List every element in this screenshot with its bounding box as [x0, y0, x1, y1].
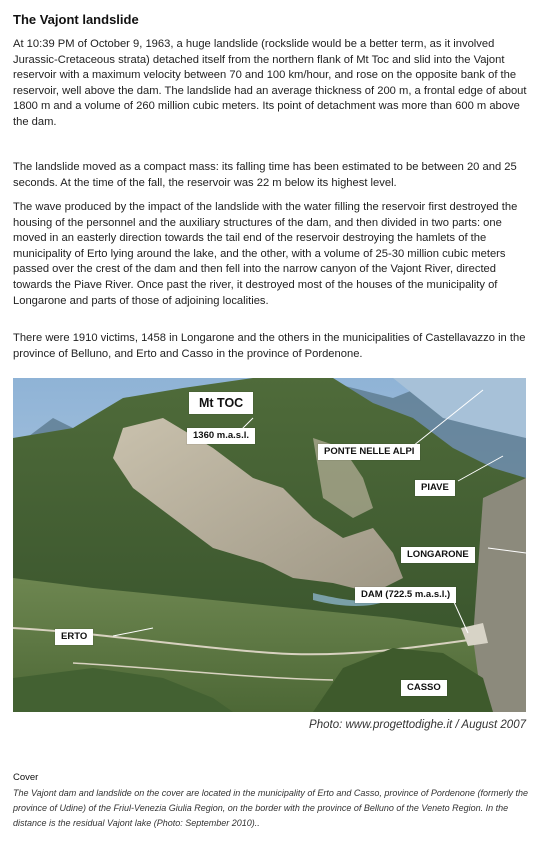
paragraph-2: The landslide moved as a compact mass: its falling time has been estimated to be between 20 and 25 seconds. At the time of the fall, the reservoir was 22 m below its highest level.: [13, 161, 517, 189]
paragraph-1: At 10:39 PM of October 9, 1963, a huge landslide (rockslide would be a better term, as it involved Jurassic-Cretaceous strata) detached itself from the northern flank of Mt Toc and slid into the Vajont reservoir with a maximum velocity between 70 and 100 km/hour, and rose on the opposite bank of the reservoir, well above the dam. The landslide had an average thickness of 200 m, a frontal edge of about 1800 m and a volume of 260 million cubic meters. Its point of detachment was more than 600 m above the dam.: [13, 38, 527, 128]
paragraph-3: The wave produced by the impact of the landslide with the water filling the reservoir first destroyed the housing of the personnel and the auxiliary structures of the dam, and then divided in two parts: one moved in an easterly direction towards the tail end of the reservoir destroying the hamlets of the municipality of Erto lying around the lake, and the other, with a volume of 25-30 million cubic meters passed over the crest of the dam and then fell into the narrow canyon of the Vajont River, directed towards the Piave River. Once past the river, it destroyed most of the houses of the municipality of Longarone and parts of those of adjoining localities.: [13, 201, 518, 307]
photo-caption: Photo: www.progettodighe.it / August 2007: [309, 719, 526, 731]
cover-text: The Vajont dam and landslide on the cover are located in the municipality of Erto and Casso, province of Pordenone (formerly the province of Udine) of the Friul-Venezia Giulia Region, on the border with the province of Belluno of the Veneto Region. In the distance is the residual Vajont lake (Photo: September 2010)..: [13, 788, 528, 828]
paragraph-4: There were 1910 victims, 1458 in Longarone and the others in the municipalities of Castellavazzo in the province of Belluno, and Erto and Casso in the province of Pordenone.: [13, 332, 526, 360]
page-title: The Vajont landslide: [13, 12, 139, 27]
label-ponte-nelle-alpi: PONTE NELLE ALPI: [318, 444, 420, 460]
label-mt-toc: Mt TOC: [189, 392, 253, 414]
landslide-photo-illustration: [13, 378, 526, 712]
label-longarone: LONGARONE: [401, 547, 475, 563]
label-dam: DAM (722.5 m.a.s.l.): [355, 587, 456, 603]
label-piave: PIAVE: [415, 480, 455, 496]
label-casso: CASSO: [401, 680, 447, 696]
landslide-photo: [13, 378, 526, 712]
cover-heading: Cover: [13, 772, 39, 783]
label-altitude: 1360 m.a.s.l.: [187, 428, 255, 444]
label-erto: ERTO: [55, 629, 93, 645]
